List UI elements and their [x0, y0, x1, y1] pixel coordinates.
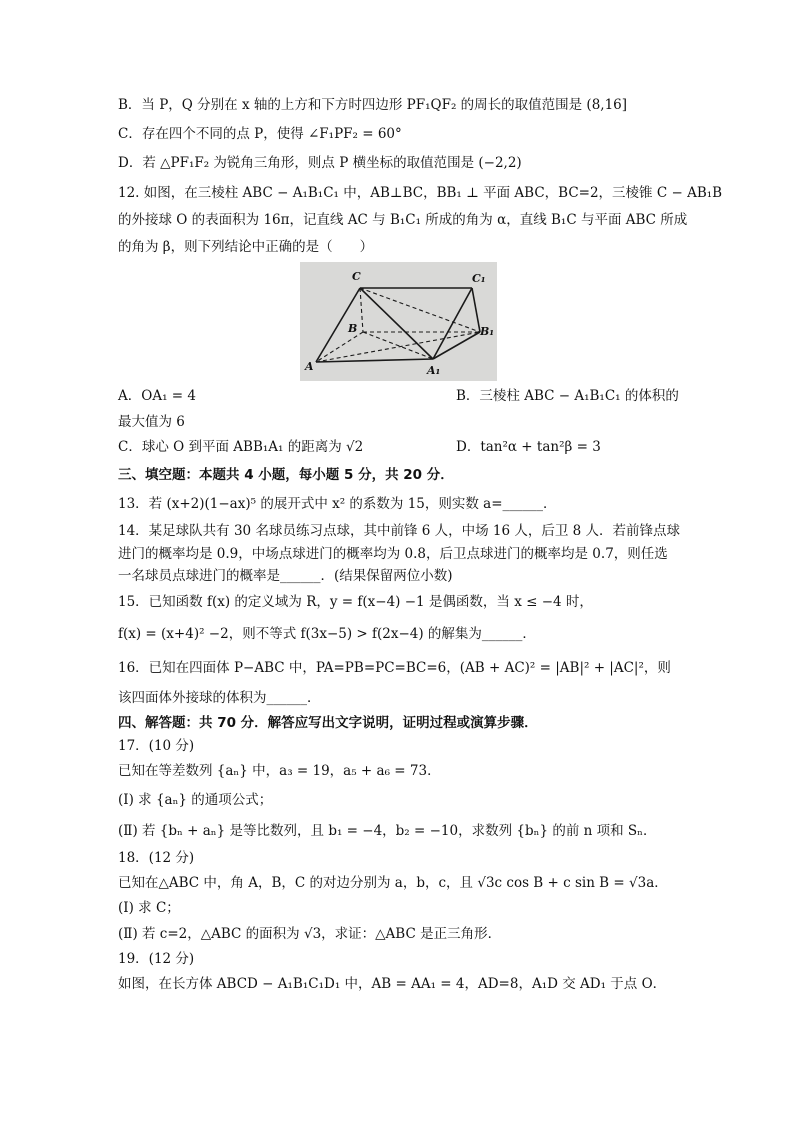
- option-d-q12: D．tan²α + tan²β = 3: [456, 439, 601, 455]
- question-17-part2: (Ⅱ) 若 {bₙ + aₙ} 是等比数列，且 b₁ = −4，b₂ = −10，求数列 {bₙ} 的前 n 项和 Sₙ．: [118, 823, 657, 839]
- option-d-q11: D．若 △PF₁F₂ 为锐角三角形，则点 P 横坐标的取值范围是 (−2,2): [118, 155, 522, 171]
- question-13: 13．若 (x+2)(1−ax)⁵ 的展开式中 x² 的系数为 15，则实数 a=______．: [118, 496, 557, 512]
- question-15-line2: f(x) = (x+4)² −2，则不等式 f(3x−5) > f(2x−4) 的解集为______．: [118, 626, 536, 642]
- question-17-stem: 已知在等差数列 {aₙ} 中，a₃ = 19，a₅ + a₆ = 73．: [118, 763, 441, 779]
- question-19-stem: 如图，在长方体 ABCD − A₁B₁C₁D₁ 中，AB = AA₁ = 4，AD=8，A₁D 交 AD₁ 于点 O．: [118, 976, 667, 992]
- option-a-q12: A．OA₁ = 4: [118, 388, 196, 404]
- question-14-line2: 进门的概率均是 0.9，中场点球进门的概率均为 0.8，后卫点球进门的概率均是 0.7，则任选: [118, 546, 668, 562]
- question-12-line3: 的角为 β，则下列结论中正确的是（ ）: [118, 239, 374, 255]
- question-18-part2: (Ⅱ) 若 c=2，△ABC 的面积为 √3，求证：△ABC 是正三角形．: [118, 926, 502, 942]
- question-18-header: 18．(12 分): [118, 850, 195, 866]
- question-14-line1: 14．某足球队共有 30 名球员练习点球，其中前锋 6 人，中场 16 人，后卫 8 人．若前锋点球: [118, 523, 681, 539]
- label-b1: B₁: [480, 325, 495, 338]
- question-17-part1: (Ⅰ) 求 {aₙ} 的通项公式；: [118, 792, 273, 808]
- question-14-line3: 一名球员点球进门的概率是______．(结果保留两位小数): [118, 568, 453, 584]
- option-c-q11: C．存在四个不同的点 P，使得 ∠F₁PF₂ = 60°: [118, 126, 402, 142]
- question-16-line1: 16．已知在四面体 P−ABC 中，PA=PB=PC=BC=6，(AB + AC)² = |AB|² + |AC|²，则: [118, 660, 671, 676]
- section-4-heading: 四、解答题：共 70 分．解答应写出文字说明，证明过程或演算步骤．: [118, 715, 538, 731]
- label-a: A: [305, 360, 314, 373]
- option-c-q12: C．球心 O 到平面 ABB₁A₁ 的距离为 √2: [118, 439, 364, 455]
- question-17-header: 17．(10 分): [118, 738, 195, 754]
- question-12-line2: 的外接球 O 的表面积为 16π，记直线 AC 与 B₁C₁ 所成的角为 α，直线 B₁C 与平面 ABC 所成: [118, 212, 688, 228]
- question-16-line2: 该四面体外接球的体积为______．: [118, 690, 321, 706]
- option-b-q11: B．当 P，Q 分别在 x 轴的上方和下方时四边形 PF₁QF₂ 的周长的取值范围是 (8,16]: [118, 97, 628, 113]
- label-a1: A₁: [427, 364, 441, 377]
- question-18-stem: 已知在△ABC 中，角 A，B，C 的对边分别为 a，b，c，且 √3c cos B + c sin B = √3a．: [118, 875, 668, 891]
- label-c1: C₁: [472, 272, 486, 285]
- question-12-line1: 12. 如图，在三棱柱 ABC − A₁B₁C₁ 中，AB⊥BC，BB₁ ⊥ 平面 ABC，BC=2，三棱锥 C − AB₁B: [118, 185, 723, 201]
- question-15-line1: 15．已知函数 f(x) 的定义域为 R，y = f(x−4) −1 是偶函数，当 x ≤ −4 时，: [118, 594, 593, 610]
- label-c: C: [352, 270, 361, 283]
- option-b-q12: B．三棱柱 ABC − A₁B₁C₁ 的体积的: [456, 388, 679, 404]
- label-b: B: [348, 322, 358, 335]
- question-18-part1: (Ⅰ) 求 C；: [118, 900, 180, 916]
- section-3-heading: 三、填空题：本题共 4 小题，每小题 5 分，共 20 分．: [118, 467, 454, 483]
- question-19-header: 19．(12 分): [118, 951, 195, 967]
- prism-figure: [300, 262, 497, 381]
- option-b-q12-cont: 最大值为 6: [118, 414, 185, 430]
